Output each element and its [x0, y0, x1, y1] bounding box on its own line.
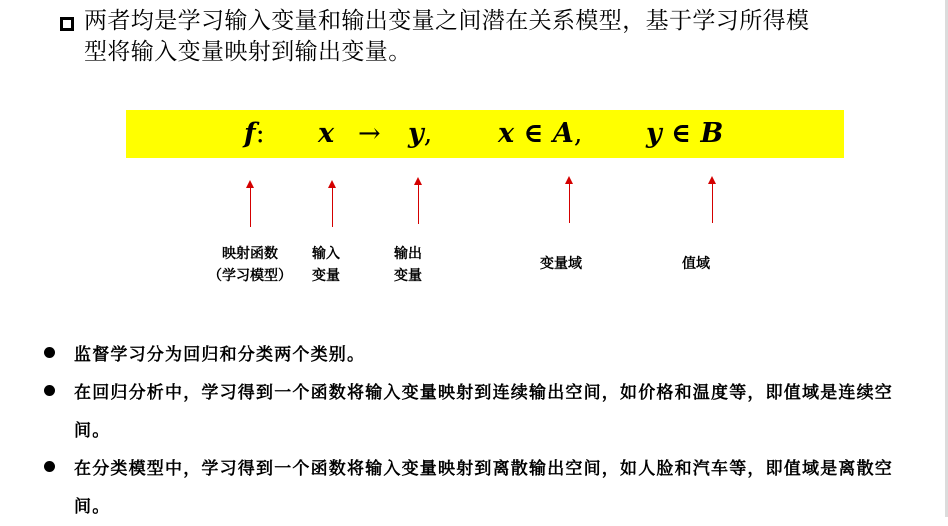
- bullet-dot-icon: [44, 461, 55, 472]
- arrow-line: [332, 186, 333, 227]
- formula-y: y,: [408, 118, 433, 149]
- formula-x-in-a: x ∈ A,: [498, 118, 583, 149]
- heading-line-2: 型将输入变量映射到输出变量。: [84, 39, 412, 65]
- list-item: 监督学习分为回归和分类两个类别。: [44, 336, 924, 374]
- heading: [84, 6, 929, 68]
- formula-x: x: [318, 118, 335, 149]
- label-range: 值域: [682, 256, 710, 272]
- bullet-list: [44, 336, 924, 526]
- list-item: 在回归分析中，学习得到一个函数将输入变量映射到连续输出空间，如价格和温度等，即值域是连续空间。: [44, 374, 924, 450]
- label-domain: 变量域: [540, 256, 582, 272]
- formula-arrow: →: [358, 118, 381, 149]
- label-mapping-function: 映射函数 （学习模型）: [208, 246, 292, 284]
- formula-y-in-b: y ∈ B: [646, 118, 724, 149]
- arrow-line: [569, 182, 570, 223]
- list-item: 在分类模型中，学习得到一个函数将输入变量映射到离散输出空间，如人脸和汽车等，即值域是离散空间。: [44, 450, 924, 526]
- bullet-dot-icon: [44, 347, 55, 358]
- label-output-variable: 输出 变量: [394, 246, 422, 284]
- label-input-variable: 输入 变量: [312, 246, 340, 284]
- arrow-line: [250, 186, 251, 227]
- formula-f: f:: [244, 118, 265, 149]
- arrow-line: [418, 183, 419, 224]
- formula-bar: [126, 110, 844, 158]
- arrow-line: [712, 182, 713, 223]
- square-bullet-icon: [60, 17, 74, 31]
- heading-line-1: 两者均是学习输入变量和输出变量之间潜在关系模型，基于学习所得模: [84, 8, 810, 34]
- bullet-dot-icon: [44, 385, 55, 396]
